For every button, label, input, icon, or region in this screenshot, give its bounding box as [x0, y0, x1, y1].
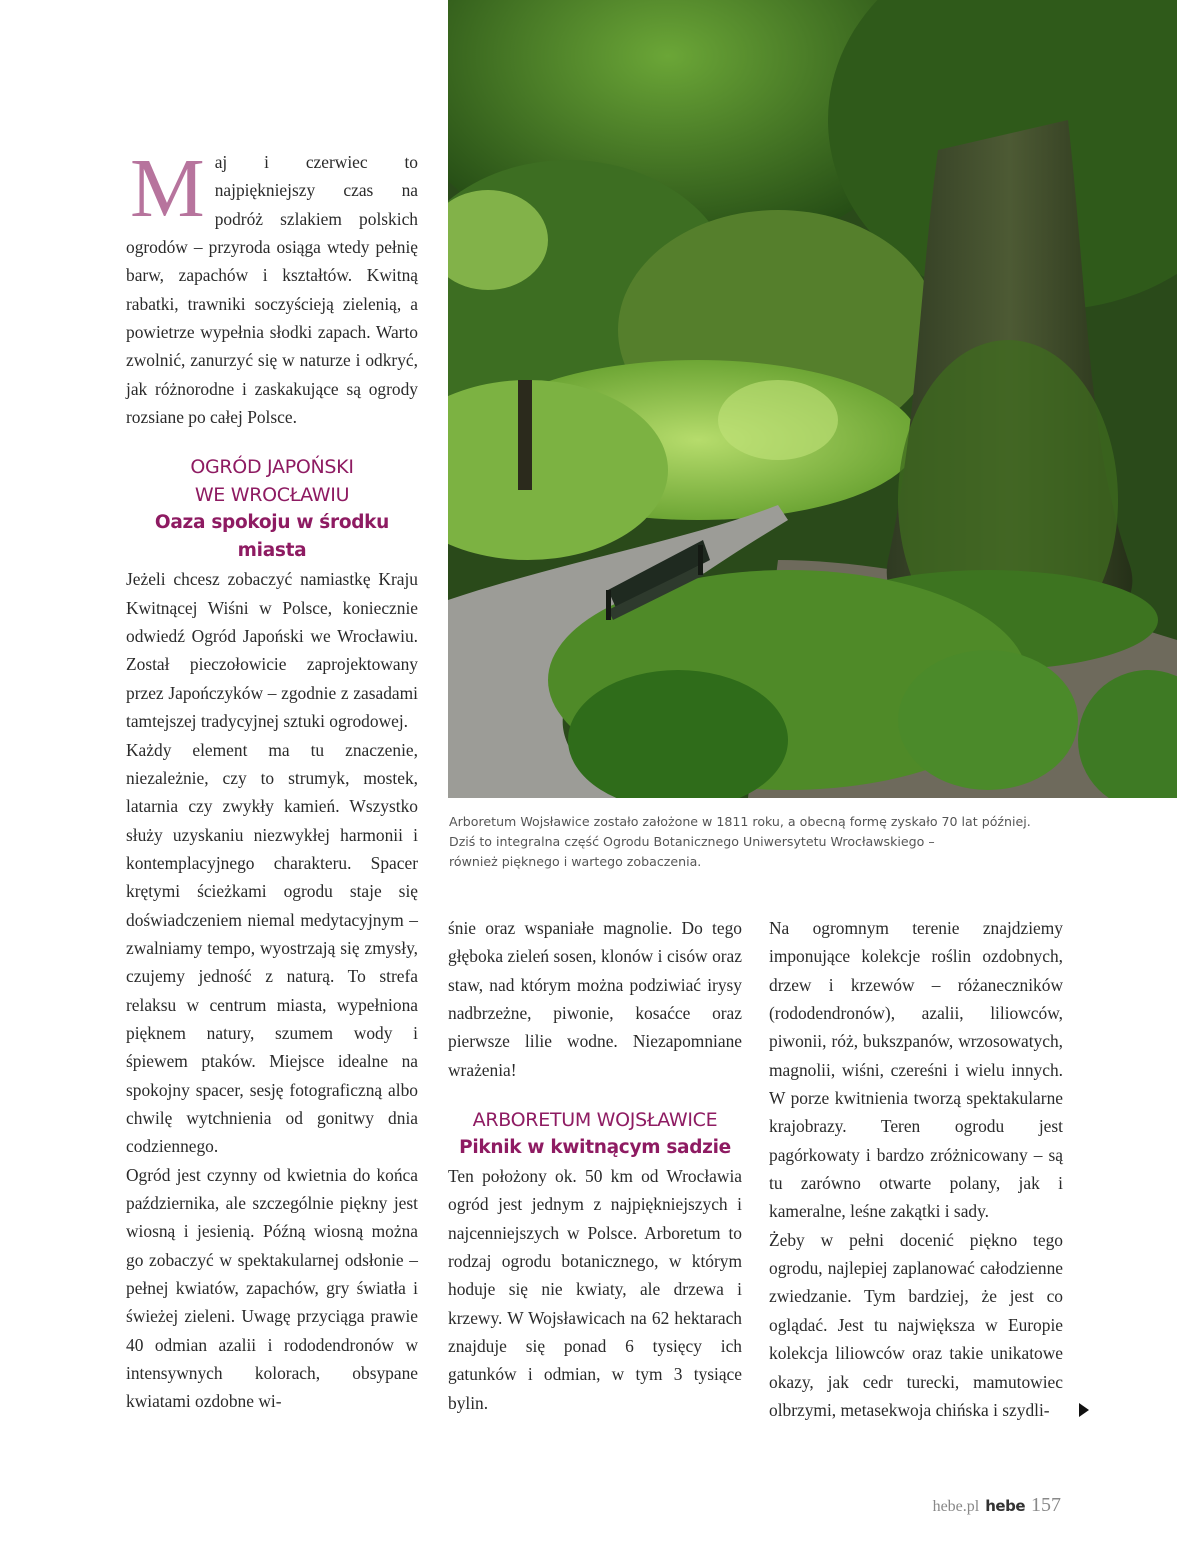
body-paragraph: Żeby w pełni docenić piękno tego ogrodu, najlepiej zaplanować całodzienne zwiedzanie. Tym bardziej, że jest co oglądać. Jest tu największa w Europie kolekcja liliowców oraz takie unikatowe okazy, jak cedr turecki, mamutowiec olbrzymi, metasekwoja chińska i szydli- — [769, 1229, 1063, 1420]
intro-text: aj i czerwiec to najpiękniejszy czas na podróż szlakiem polskich ogrodów – przyroda osiąga wtedy pełnię barw, zapachów i kształtów. Kwitną rabatki, trawniki soczyścieją zielenią, a powietrze wypełnia słodki zapach. Warto zwolnić, zanurzyć się w naturze i odkryć, jak różnorodne i zaskakujące są ogrody rozsiane po całej Polsce. — [126, 152, 418, 428]
caption-line: również pięknego i wartego zobaczenia. — [449, 854, 702, 869]
triangle-right-icon — [1079, 1403, 1089, 1417]
section-title: ARBORETUM WOJSŁAWICE — [472, 1109, 718, 1132]
section-heading-japanese-garden — [126, 453, 418, 565]
page-footer — [933, 1494, 1061, 1517]
section-title-line: OGRÓD JAPOŃSKI — [190, 456, 354, 479]
intro-paragraph — [126, 142, 418, 431]
page-number: 157 — [1031, 1494, 1061, 1516]
caption-line: Dziś to integralna część Ogrodu Botanicznego Uniwersytetu Wrocławskiego – — [449, 834, 935, 849]
body-paragraph: Na ogromnym terenie znajdziemy imponujące kolekcje roślin ozdobnych, drzew i krzewów – różaneczników (rododendronów), azalii, liliowców, piwonii, róż, bukszpanów, wrzosowatych, magnolii, wiśni, czereśni i wielu innych. W porze kwitnienia tworzą spektakularne krajobrazy. Teren ogrodu jest pagórkowaty i bardzo zróżnicowany – są tu zarówno otwarte polany, jak i kameralne, leśne zakątki i sady. — [769, 918, 1063, 1222]
body-paragraph: Ogród jest czynny od kwietnia do końca października, ale szczególnie piękny jest wiosną i jesienią. Późną wiosną można go zobaczyć w spektakularnej odsłonie – pełnej kwiatów, zapachów, gry światła i świeżej zieleni. Uwagę przyciąga prawie 40 odmian azalii i rododendronów w intensywnych kolorach, obsypane kwiatami ozdobne wi- — [126, 1164, 418, 1412]
section-subtitle: Piknik w kwitnącym sadzie — [459, 1137, 731, 1159]
article-column-2 — [448, 914, 742, 1417]
garden-photo — [448, 0, 1177, 798]
body-paragraph: Jeżeli chcesz zobaczyć namiastkę Kraju Kwitnącej Wiśni w Polsce, koniecznie odwiedź Ogród Japoński we Wrocławiu. Został pieczołowicie zaprojektowany przez Japończyków – zgodnie z zasadami tamtejszej tradycyjnej sztuki ogrodowej. — [126, 569, 418, 732]
footer-site: hebe.pl — [932, 1498, 980, 1515]
caption-line: Arboretum Wojsławice zostało założone w 1811 roku, a obecną formę zyskało 70 lat później. — [449, 814, 1031, 829]
section-title-line: WE WROCŁAWIU — [194, 484, 350, 507]
body-paragraph: Każdy element ma tu znaczenie, niezależnie, czy to strumyk, mostek, latarnia czy zwykły kamień. Wszystko służy uzyskaniu niezwykłej harmonii i kontemplacyjnego charakteru. Spacer krętymi ścieżkami ogrodu staje się doświadczeniem niemal medytacyjnym – zwalniamy tempo, wyostrzają się zmysły, czujemy jedność z naturą. To strefa relaksu w centrum miasta, wypełniona pięknem natury, szumem wody i śpiewem ptaków. Miejsce idealne na spokojny spacer, sesję fotograficzną albo chwilę wytchnienia od gonitwy dnia codziennego. — [126, 739, 418, 1157]
article-column-1 — [126, 142, 418, 1416]
article-column-3 — [769, 914, 1063, 1424]
photo-caption — [449, 812, 1069, 872]
body-paragraph: Ten położony ok. 50 km od Wrocławia ogród jest jednym z najpiękniejszych i najcenniejszych w Polsce. Arboretum to rodzaj ogrodu botanicznego, w którym hoduje się nie kwiaty, ale drzewa i krzewy. W Wojsławicach na 62 hektarach znajduje się ponad 6 tysięcy ich gatunków i odmian, w tym 3 tysiące bylin. — [448, 1166, 742, 1413]
section-subtitle: Oaza spokoju w środku miasta — [154, 512, 390, 562]
section-heading-arboretum — [448, 1106, 742, 1162]
garden-photo-illustration — [448, 0, 1177, 798]
dropcap: M — [130, 142, 205, 235]
footer-magazine-logo: hebe — [985, 1497, 1025, 1515]
body-paragraph: śnie oraz wspaniałe magnolie. Do tego głęboka zieleń sosen, klonów i cisów oraz staw, nad którym można podziwiać irysy nadbrzeżne, piwonie, kosaćce oraz pierwsze lilie wodne. Niezapomniane wrażenia! — [448, 918, 742, 1080]
